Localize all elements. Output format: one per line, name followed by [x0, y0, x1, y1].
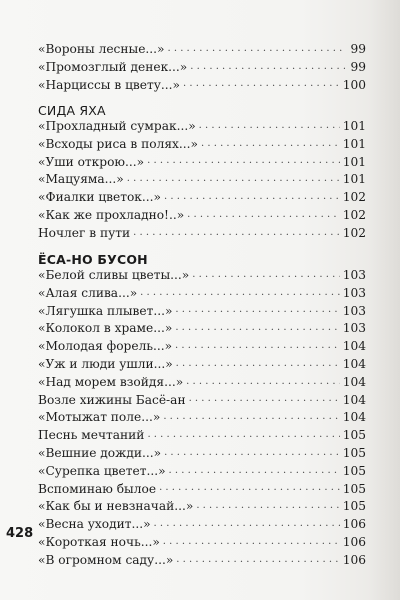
toc-entry-title: «Уши открою...»	[38, 154, 145, 169]
toc-entry	[38, 189, 366, 207]
toc-entry	[38, 320, 366, 338]
toc-entry-page: 99	[350, 59, 366, 74]
dot-leader	[154, 517, 340, 531]
toc-entry-page: 106	[342, 534, 366, 549]
toc-entry	[38, 338, 366, 356]
toc-entry-page: 99	[350, 42, 366, 56]
toc-entry-page: 104	[342, 392, 366, 407]
toc-entry-title: «Сурепка цветет...»	[38, 463, 166, 478]
toc-entry-title: «Мацуяма...»	[38, 172, 124, 187]
toc-entry	[38, 552, 366, 570]
toc-entry-page: 103	[342, 285, 366, 300]
toc-entry-title: «Как бы и невзначай...»	[38, 499, 194, 514]
toc-entry	[38, 498, 366, 516]
toc-entry-title: Ночлег в пути	[38, 225, 131, 240]
toc-entry	[38, 225, 366, 243]
toc-entry-title: «Как же прохладно!..»	[38, 207, 185, 222]
dot-leader	[147, 154, 340, 168]
toc-entry-page: 106	[342, 517, 366, 532]
toc-entry-page: 105	[342, 463, 366, 478]
dot-leader	[196, 499, 339, 513]
toc-entry	[38, 303, 366, 321]
dot-leader	[140, 286, 340, 300]
toc-entry-page: 103	[342, 268, 366, 282]
dot-leader	[199, 119, 340, 133]
toc-entry-title: «Промозглый денек...»	[38, 59, 188, 74]
dot-leader	[176, 553, 339, 567]
toc-entry-title: «Уж и люди ушли...»	[38, 356, 173, 371]
dot-leader	[147, 428, 339, 442]
toc-entry-page: 105	[342, 445, 366, 460]
toc-entry-page: 104	[342, 410, 366, 425]
toc-entry-page: 102	[342, 225, 366, 240]
dot-leader	[183, 77, 340, 91]
toc-entry-page: 101	[342, 154, 366, 169]
toc-group-yosa-no-buson	[38, 267, 366, 570]
toc-entry-title: «Мотыжат поле...»	[38, 410, 161, 425]
toc-entry-page: 104	[342, 356, 366, 371]
toc-entry-title: «Алая слива...»	[38, 285, 138, 300]
dot-leader	[190, 60, 345, 74]
toc-entry-page: 105	[342, 481, 366, 496]
toc-entry-page: 101	[342, 172, 366, 187]
toc-entry	[38, 374, 366, 392]
dot-leader	[189, 392, 340, 406]
dot-leader	[175, 339, 340, 353]
dot-leader	[164, 190, 340, 204]
toc-entry	[38, 445, 366, 463]
toc-entry	[38, 285, 366, 303]
toc-entry	[38, 427, 366, 445]
toc-group-sida-yaha	[38, 118, 366, 243]
toc-entry	[38, 267, 366, 285]
dot-leader	[163, 535, 340, 549]
toc-entry-page: 102	[342, 207, 366, 222]
toc-entry	[38, 463, 366, 481]
toc-entry-title: Песнь мечтаний	[38, 428, 145, 443]
toc-entry-title: «Короткая ночь...»	[38, 534, 160, 549]
toc-entry	[38, 207, 366, 225]
toc-entry	[38, 59, 366, 77]
toc-entry-page: 105	[342, 428, 366, 443]
toc-entry-page: 102	[342, 190, 366, 205]
toc-entry-title: «Фиалки цветок...»	[38, 190, 162, 205]
toc-entry	[38, 77, 366, 95]
toc-entry-title: «Вешние дожди...»	[38, 445, 162, 460]
toc-entry-title: Возле хижины Басё-ан	[38, 392, 186, 407]
dot-leader	[167, 42, 345, 56]
toc-entry	[38, 356, 366, 374]
dot-leader	[192, 268, 339, 282]
page-number: 428	[6, 526, 34, 541]
dot-leader	[164, 446, 340, 460]
toc-entry-title: «Колокол в храме...»	[38, 321, 173, 336]
toc-entry-title: «Лягушка плывет...»	[38, 303, 173, 318]
dot-leader	[187, 208, 340, 222]
toc-entry-page: 103	[342, 321, 366, 336]
dot-leader	[127, 172, 340, 186]
dot-leader	[163, 410, 339, 424]
dot-leader	[133, 226, 340, 240]
toc-entry	[38, 136, 366, 154]
dot-leader	[201, 137, 340, 151]
dot-leader	[175, 321, 339, 335]
toc-entry-title: Вспоминаю былое	[38, 481, 157, 496]
toc-entry	[38, 392, 366, 410]
toc-entry-page: 106	[342, 552, 366, 567]
toc-entry-page: 104	[342, 374, 366, 389]
toc-entry-page: 104	[342, 339, 366, 354]
dot-leader	[159, 481, 340, 495]
toc-entry-title: «Молодая форель...»	[38, 339, 173, 354]
toc-entry-page: 103	[342, 303, 366, 318]
toc-entry-title: «Нарциссы в цвету...»	[38, 77, 180, 92]
toc-entry-page: 101	[342, 119, 366, 133]
toc-entry-page: 100	[342, 77, 366, 92]
section-title-yosa-no-buson: ЁСА-НО БУСОН	[38, 252, 148, 267]
toc-entry-title: «Весна уходит...»	[38, 517, 151, 532]
toc-entry-title: «Прохладный сумрак...»	[38, 119, 196, 133]
toc-entry	[38, 41, 366, 59]
dot-leader	[186, 375, 340, 389]
toc-entry-page: 101	[342, 136, 366, 151]
toc-entry	[38, 409, 366, 427]
toc-entry-title: «Над морем взойдя...»	[38, 374, 184, 389]
toc-entry	[38, 516, 366, 534]
toc-entry-title: «Всходы риса в полях...»	[38, 136, 198, 151]
dot-leader	[175, 303, 339, 317]
dot-leader	[169, 464, 340, 478]
toc-entry	[38, 481, 366, 499]
toc-entry	[38, 154, 366, 172]
toc-entry-page: 105	[342, 499, 366, 514]
toc-entry	[38, 534, 366, 552]
toc-entry-title: «Вороны лесные...»	[38, 42, 165, 56]
toc-entry	[38, 171, 366, 189]
toc-entry-title: «В огромном саду...»	[38, 552, 174, 567]
toc-group-top	[38, 41, 366, 94]
toc-entry-title: «Белой сливы цветы...»	[38, 268, 190, 282]
section-title-sida-yaha: СИДА ЯХА	[38, 103, 106, 118]
dot-leader	[176, 357, 340, 371]
toc-entry	[38, 118, 366, 136]
